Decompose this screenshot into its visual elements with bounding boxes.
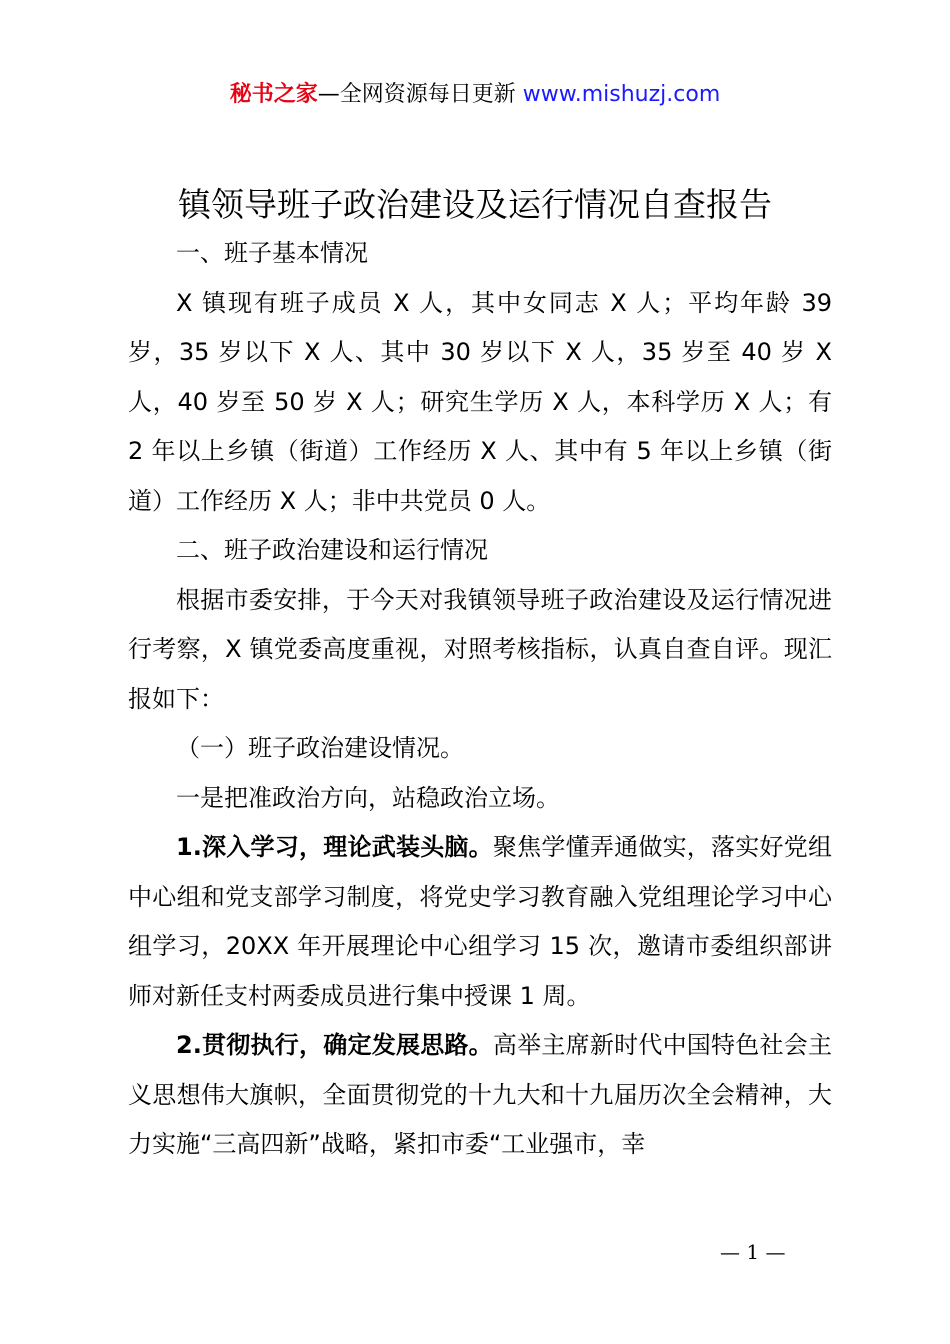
site-header	[0, 80, 950, 110]
body-paragraph: 一是把准政治方向，站稳政治立场。	[176, 783, 560, 812]
body-paragraph: 根据市委安排，于今天对我镇领导班子政治建设及运行情况进行考察，X 镇党委高度重视，对照考核指标，认真自查自评。现汇报如下：	[128, 585, 832, 713]
document-title: 镇领导班子政治建设及运行情况自查报告	[178, 185, 772, 224]
document-body	[128, 229, 832, 1170]
paragraph-text: 高举主席新时代中国特色社会主义思想伟大旗帜，全面贯彻党的十九大和十九届历次全会精神，大力实施“三高四新”战略，紧扣市委“工业强市，幸	[128, 1031, 832, 1158]
body-paragraph: X 镇现有班子成员 X 人，其中女同志 X 人；平均年龄 39 岁，35 岁以下 X 人、其中 30 岁以下 X 人，35 岁至 40 岁 X 人，40 岁至 50 岁 X 人；研究生学历 X 人，本科学历 X 人；有 2 年以上乡镇（街道）工作经历 X 人、其中有 5 年以上乡镇（街道）工作经历 X 人；非中共党员 0 人。	[128, 288, 832, 515]
paragraph-lead: 2.贯彻执行，确定发展思路。	[176, 1031, 493, 1059]
site-brand: 秘书之家	[229, 82, 318, 107]
subsection-heading: （一）班子政治建设情况。	[176, 734, 464, 762]
paragraph-text: 聚焦学懂弄通做实，落实好党组中心组和党支部学习制度，将党史学习教育融入党组理论学习中心组学习，20XX 年开展理论中心组学习 15 次，邀请市委组织部讲师对新任支村两委成员进行集中授课 1 周。	[128, 833, 832, 1010]
section-heading-2: 二、班子政治建设和运行情况	[176, 536, 488, 564]
site-tagline: —全网资源每日更新	[317, 82, 523, 107]
paragraph-lead: 1.深入学习，理论武装头脑。	[176, 833, 493, 861]
site-url-link[interactable]: www.mishuzj.com	[522, 82, 721, 107]
page-number: — 1 —	[720, 1240, 786, 1264]
numbered-paragraph	[128, 1021, 832, 1170]
numbered-paragraph	[128, 823, 832, 1021]
section-heading-1: 一、班子基本情况	[176, 239, 368, 267]
